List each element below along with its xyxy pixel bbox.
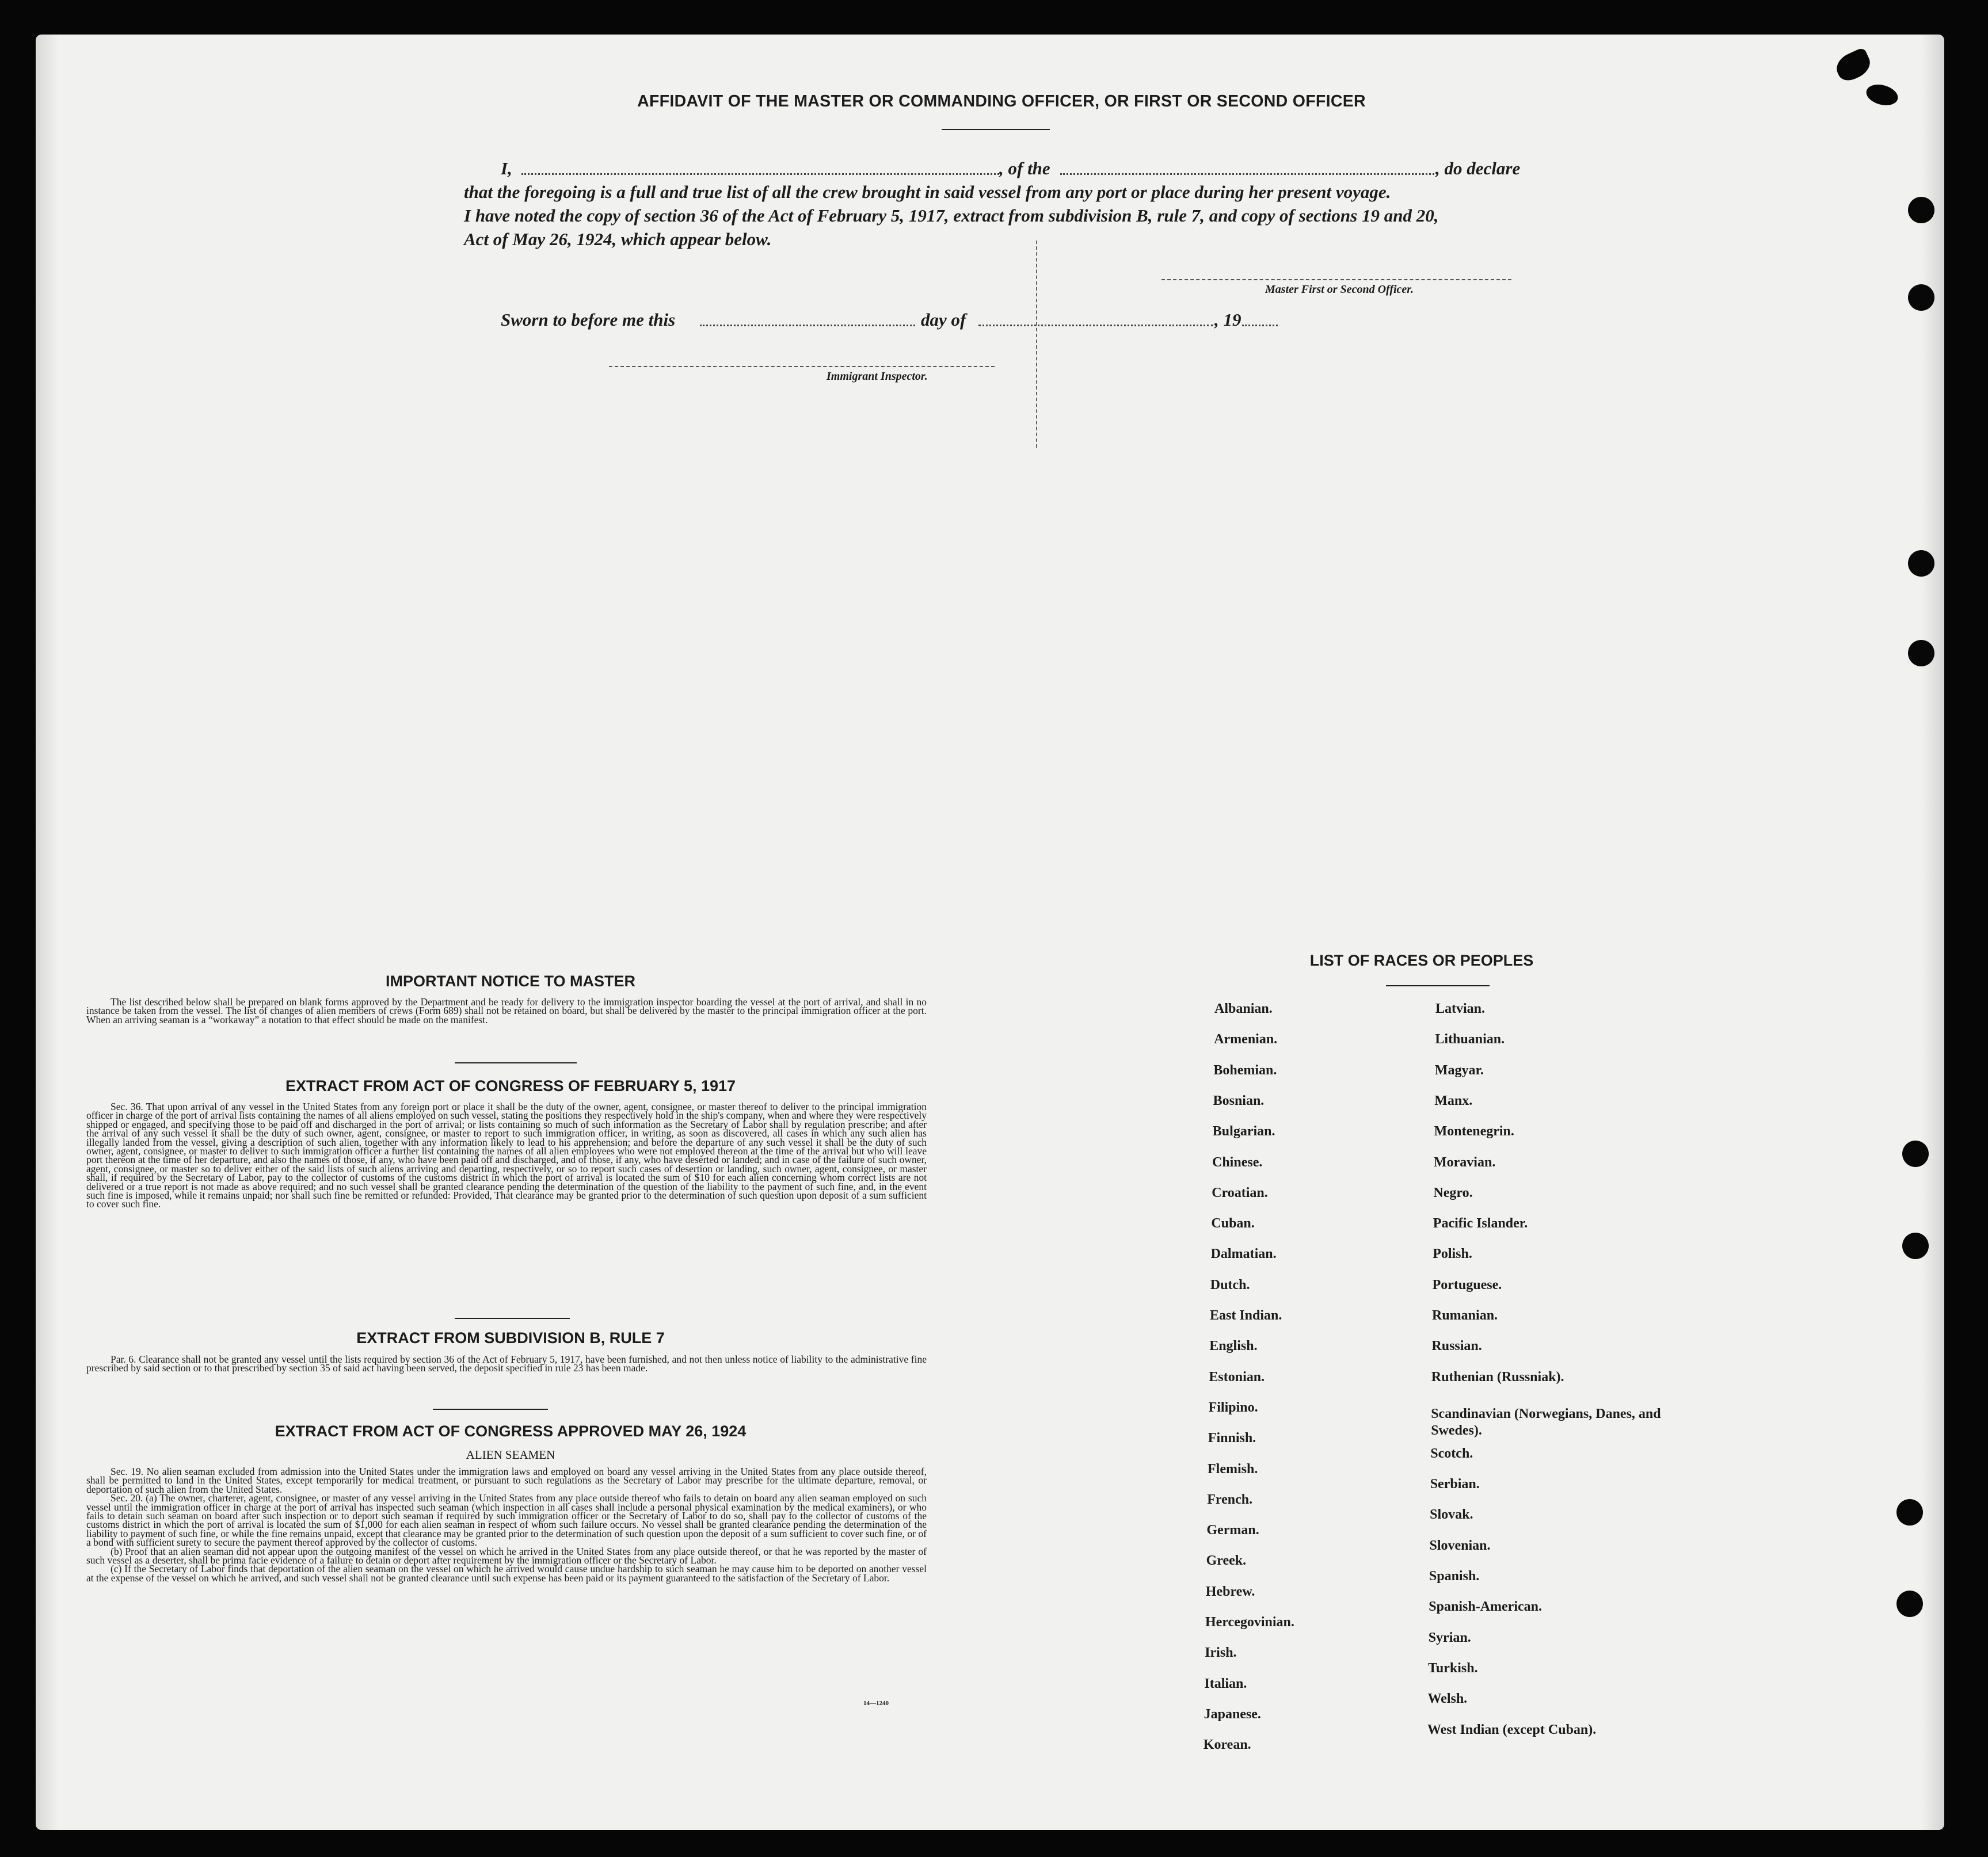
race-item: German. (1206, 1523, 1259, 1538)
race-item: Montenegrin. (1434, 1124, 1514, 1139)
sworn-prefix: Sworn to before me this (501, 310, 676, 330)
notice-paragraph: The list described below shall be prepared on blank forms approved by the Department and be ready for delivery to the immigration inspector boarding the vessel at the port of arrival, and shall in no instance be taken from the vessel. The list of changes of alien members of crews (Form 689) shall not be retained on board, but shall be delivered by the master to the principal immigration officer at the port. When an arriving seaman is a “workaway” a notation to that effect should be made on the manifest. (86, 996, 927, 1025)
race-item: Turkish. (1428, 1660, 1478, 1676)
punch-hole (1902, 1233, 1929, 1259)
race-item: French. (1207, 1492, 1253, 1507)
master-signature-line[interactable] (1161, 279, 1511, 280)
race-item: Estonian. (1209, 1369, 1265, 1385)
alien-seamen-subtitle: ALIEN SEAMEN (466, 1448, 555, 1462)
race-item: Portuguese. (1432, 1277, 1502, 1292)
race-item: Slovak. (1430, 1507, 1473, 1523)
sworn-day-field[interactable] (700, 325, 915, 326)
race-item: Hercegovinian. (1205, 1615, 1294, 1630)
race-item: Russian. (1431, 1339, 1482, 1354)
race-item: Pacific Islander. (1433, 1216, 1528, 1231)
section-divider (455, 1062, 577, 1063)
punch-hole (1908, 197, 1934, 223)
par-6-paragraph: Par. 6. Clearance shall not be granted any vessel until the lists required by section 36 of the Act of February 5, 1917, have been furnished, and not then unless notice of liability to the administrative fine prescribed by said section or to that prescribed by section 35 of said act having been served, the deposit specified in rule 23 has been made. (86, 1353, 927, 1374)
punch-hole (1896, 1499, 1923, 1526)
sworn-day-of: day of (921, 310, 966, 330)
section-divider (433, 1409, 548, 1410)
form-number: 14—1240 (863, 1700, 889, 1707)
race-item: Latvian. (1435, 1001, 1486, 1016)
race-item: Filipino. (1208, 1400, 1258, 1415)
race-item: Hebrew. (1205, 1584, 1255, 1599)
vessel-name-field[interactable] (1060, 173, 1434, 175)
punch-hole (1908, 550, 1934, 577)
race-item: Japanese. (1204, 1706, 1261, 1722)
race-item: West Indian (except Cuban). (1427, 1722, 1597, 1737)
race-item: Syrian. (1428, 1630, 1471, 1645)
race-item: Cuban. (1211, 1216, 1255, 1231)
race-item: Moravian. (1434, 1154, 1496, 1170)
page-edge-shadow (36, 35, 59, 1830)
title-underline (942, 129, 1050, 130)
race-item: Armenian. (1214, 1032, 1278, 1047)
race-item: Spanish. (1429, 1569, 1480, 1584)
race-item: Serbian. (1430, 1477, 1480, 1492)
race-item: Polish. (1433, 1246, 1472, 1262)
race-item: Spanish-American. (1429, 1599, 1542, 1615)
race-item: Flemish. (1208, 1461, 1258, 1477)
race-item: Scotch. (1430, 1446, 1473, 1461)
inspector-signature-caption: Immigrant Inspector. (827, 370, 928, 383)
race-item: Manx. (1434, 1093, 1473, 1108)
notice-title: IMPORTANT NOTICE TO MASTER (386, 973, 635, 990)
race-item: Korean. (1203, 1737, 1251, 1753)
race-item: English. (1209, 1339, 1258, 1354)
sworn-year-prefix: , 19 (1214, 310, 1241, 330)
rule-7-body (86, 1355, 927, 1373)
master-signature-caption: Master First or Second Officer. (1265, 283, 1414, 296)
extract-1924-body (86, 1467, 927, 1583)
race-item: Magyar. (1434, 1062, 1484, 1078)
extract-1917-title: EXTRACT FROM ACT OF CONGRESS OF FEBRUARY 5, 1917 (285, 1077, 736, 1095)
punch-hole (1902, 1141, 1929, 1167)
sec-19-paragraph: Sec. 19. No alien seaman excluded from admission into the United States under the immigration laws and employed on board any vessel arriving in the United States from any place outside thereof, shall be permitted to land in the United States, except temporarily for medical treatment, or pursuant to such regulations as the Secretary of Labor may prescribe for the ultimate departure, removal, or deportation of such alien from the United States. (86, 1466, 927, 1495)
races-title: LIST OF RACES OR PEOPLES (1309, 952, 1534, 969)
extract-1924-title: EXTRACT FROM ACT OF CONGRESS APPROVED MAY 26, 1924 (275, 1423, 747, 1440)
race-item: Negro. (1433, 1185, 1473, 1200)
race-item: Irish. (1205, 1645, 1237, 1661)
race-item: East Indian. (1210, 1308, 1282, 1323)
race-item: Finnish. (1208, 1431, 1256, 1446)
section-divider (455, 1318, 570, 1319)
punch-hole (1908, 284, 1934, 311)
declare-prefix: I, (501, 158, 512, 178)
race-item: Albanian. (1214, 1001, 1273, 1016)
declare-line-4: Act of May 26, 1924, which appear below. (464, 229, 772, 249)
sec-20b-paragraph: (b) Proof that an alien seaman did not appear upon the outgoing manifest of the vessel on which he arrived in the United States from any place outside thereof, or that he was reported by the master of such vessel as a deserter, shall be prima facie evidence of a failure to detain or deport after requirement by the immigration officer or the Secretary of Labor. (86, 1545, 927, 1566)
race-item: Rumanian. (1432, 1308, 1498, 1323)
declare-suffix: , do declare (1435, 158, 1521, 178)
race-item: Slovenian. (1429, 1538, 1491, 1553)
rule-7-title: EXTRACT FROM SUBDIVISION B, RULE 7 (356, 1329, 665, 1347)
race-item: Dalmatian. (1210, 1246, 1277, 1262)
races-title-underline (1386, 985, 1490, 986)
race-item: Ruthenian (Russniak). (1431, 1369, 1564, 1385)
declare-line-2: that the foregoing is a full and true list of all the crew brought in said vessel from any port or place during her present voyage. (464, 182, 1391, 202)
inspector-signature-line[interactable] (609, 366, 995, 367)
punch-hole (1896, 1591, 1923, 1617)
sec-20c-paragraph: (c) If the Secretary of Labor finds that deportation of the alien seaman on the vessel on which he arrived would cause undue hardship to such seaman he may cause him to be deported on another vessel at the expense of the vessel on which he arrived, and such vessel shall not be granted clearance until such expense has been paid or its payment guaranteed to the satisfaction of the Secretary of Labor. (86, 1563, 927, 1584)
sworn-month-field[interactable] (978, 325, 1213, 326)
race-item: Dutch. (1210, 1277, 1250, 1292)
fold-crease-mark (1036, 241, 1037, 448)
declare-of-the: , of the (999, 158, 1050, 178)
race-item: Bulgarian. (1212, 1124, 1275, 1139)
race-item: Bohemian. (1213, 1062, 1277, 1078)
race-item: Greek. (1206, 1553, 1247, 1569)
sworn-year-field[interactable] (1242, 325, 1278, 326)
race-item: Welsh. (1427, 1691, 1468, 1707)
race-item: Bosnian. (1213, 1093, 1265, 1108)
race-item: Italian. (1204, 1676, 1247, 1691)
affidavit-title: AFFIDAVIT OF THE MASTER OR COMMANDING OFFICER, OR FIRST OR SECOND OFFICER (637, 92, 1366, 110)
race-item: Croatian. (1212, 1185, 1268, 1200)
race-item: Lithuanian. (1435, 1032, 1505, 1047)
extract-1917-body (86, 1103, 927, 1209)
declare-line-3: I have noted the copy of section 36 of the Act of February 5, 1917, extract from subdivision B, rule 7, and copy of sections 19 and 20, (464, 205, 1439, 226)
notice-body (86, 998, 927, 1024)
sec-36-paragraph: Sec. 36. That upon arrival of any vessel in the United States from any foreign port or place it shall be the duty of the owner, agent, consignee, or master thereof to deliver to the principal immigration officer in charge of the port of arrival lists containing the names of all aliens employed on such vessel, stating the positions they respectively hold in the ship's company, when and where they were respectively shipped or engaged, and specifying those to be paid off and discharged in the port of arrival; or lists containing so much of such information as the Secretary of Labor shall by regulation prescribe; and after the arrival of any such vessel it shall be the duty of such owner, agent, consignee, or master to report to such immigration officer, in writing, as soon as discovered, all cases in which any such alien has illegally landed from the vessel, giving a description of such alien, together with any information likely to lead to his apprehension; and before the departure of any such vessel it shall be the duty of such owner, agent, consignee, or master to deliver to such immigration officer a further list containing the names of all alien employees who were not employed thereon at the time of the arrival but who will leave port thereon at the time of her departure, and also the names of those, if any, who have been paid off and discharged, and of those, if any, who have deserted or landed; and in case of the failure of such owner, agent, consignee, or master so to deliver either of the said lists of such aliens arriving and departing, respectively, or so to report such cases of desertion or landing, such owner, agent, consignee, or master shall, if required by the Secretary of Labor, pay to the collector of customs of the customs district in which the port of arrival is located the sum of $10 for each alien concerning whom correct lists are not delivered or a true report is not made as above required; and no such vessel shall be granted clearance pending the determination of the question of the liability to the payment of such fine, and, in the event such fine is imposed, while it remains unpaid; nor shall such fine be remitted or refunded: Provided, That clearance may be granted prior to the determination of such question upon deposit of a sum sufficient to cover such fine. (86, 1101, 927, 1210)
master-name-field[interactable] (521, 173, 999, 175)
race-item: Scandinavian (Norwegians, Danes, and Swedes). (1431, 1406, 1661, 1438)
punch-hole (1908, 640, 1934, 666)
race-item: Chinese. (1212, 1154, 1263, 1170)
sec-20a-paragraph: Sec. 20. (a) The owner, charterer, agent, consignee, or master of any vessel arriving in the United States from any place outside thereof who fails to detain on board any alien seaman employed on such vessel until the immigration officer in charge at the port of arrival has inspected such seaman (which inspection in all cases shall include a personal physical examination by the medical examiners), or who fails to detain such seaman on board after such inspection or to deport such seaman if required by such immigration officer or the Secretary of Labor to do so, shall pay to the collector of customs of the customs district in which the port of arrival is located the sum of $1,000 for each alien seaman in respect of whom such failure occurs. No vessel shall be granted clearance pending the determination of the liability to payment of such fine, or while the fine remains unpaid, except that clearance may be granted prior to the determination of such question upon the deposit of a sum sufficient to cover such fine, or of a bond with sufficient surety to secure the payment thereof approved by the collector of customs. (86, 1492, 927, 1549)
